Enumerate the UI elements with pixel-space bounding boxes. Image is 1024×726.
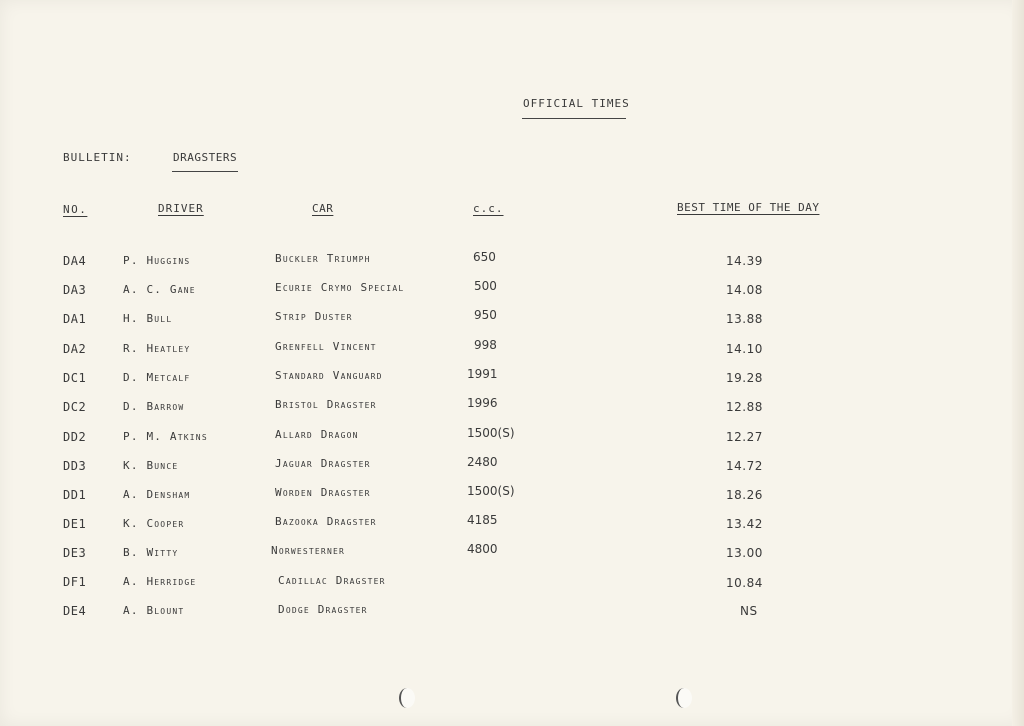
row-driver: K. Cooper	[123, 517, 185, 530]
row-driver: A. Densham	[123, 488, 191, 501]
row-number: DC1	[63, 371, 87, 385]
row-car: Worden Dragster	[275, 486, 371, 499]
row-cc: 1500(S)	[467, 484, 515, 498]
row-driver: R. Heatley	[123, 342, 191, 355]
row-car: Ecurie Crymo Special	[275, 281, 405, 294]
column-header-driver: DRIVER	[158, 202, 204, 215]
row-cc: 1991	[467, 367, 498, 381]
row-car: Buckler Triumph	[275, 252, 371, 265]
row-number: DE1	[63, 517, 87, 531]
row-best-time: 14.72	[726, 459, 763, 473]
row-cc: 650	[473, 250, 496, 264]
row-best-time: 14.39	[726, 254, 763, 268]
row-car: Grenfell Vincent	[275, 340, 377, 353]
document-title: OFFICIAL TIMES	[523, 97, 630, 110]
row-driver: P. Huggins	[123, 254, 191, 267]
bulletin-value: DRAGSTERS	[173, 151, 238, 164]
row-number: DD2	[63, 430, 87, 444]
row-number: DC2	[63, 400, 87, 414]
row-driver: K. Bunce	[123, 459, 179, 472]
row-driver: P. M. Atkins	[123, 430, 208, 443]
row-best-time: 10.84	[726, 576, 763, 590]
row-best-time: 18.26	[726, 488, 763, 502]
row-driver: D. Metcalf	[123, 371, 191, 384]
row-cc: 4185	[467, 513, 498, 527]
punch-hole	[676, 688, 692, 708]
row-car: Dodge Dragster	[278, 603, 368, 616]
row-number: DD3	[63, 459, 87, 473]
row-car: Norwesterner	[271, 544, 346, 557]
row-best-time: 14.08	[726, 283, 763, 297]
row-cc: 1996	[467, 396, 498, 410]
row-car: Bristol Dragster	[275, 398, 377, 411]
row-best-time: 12.27	[726, 430, 763, 444]
column-header-no: NO.	[63, 203, 88, 216]
row-driver: A. Blount	[123, 604, 185, 617]
row-best-time: NS	[740, 604, 758, 618]
row-best-time: 13.42	[726, 517, 763, 531]
row-cc: 4800	[467, 542, 498, 556]
row-driver: B. Witty	[123, 546, 179, 559]
row-cc: 500	[474, 279, 497, 293]
row-car: Cadillac Dragster	[278, 574, 386, 587]
bulletin-underline	[172, 171, 238, 172]
title-underline	[522, 118, 626, 119]
row-car: Bazooka Dragster	[275, 515, 377, 528]
row-cc: 998	[474, 338, 497, 352]
row-number: DD1	[63, 488, 87, 502]
row-car: Jaguar Dragster	[275, 457, 371, 470]
row-number: DF1	[63, 575, 87, 589]
page-edge	[1012, 0, 1024, 726]
row-car: Strip Duster	[275, 310, 353, 323]
column-header-cc: c.c.	[473, 202, 504, 215]
row-cc: 2480	[467, 455, 498, 469]
row-car: Standard Vanguard	[275, 369, 383, 382]
row-number: DE3	[63, 546, 87, 560]
row-number: DA3	[63, 283, 87, 297]
row-number: DA1	[63, 312, 87, 326]
column-header-best-time: BEST TIME OF THE DAY	[677, 201, 820, 214]
row-best-time: 19.28	[726, 371, 763, 385]
row-best-time: 13.00	[726, 546, 763, 560]
punch-hole	[399, 688, 415, 708]
row-driver: A. C. Gane	[123, 283, 196, 296]
row-driver: H. Bull	[123, 312, 173, 325]
row-cc: 1500(S)	[467, 426, 515, 440]
row-number: DA2	[63, 342, 87, 356]
column-header-car: CAR	[312, 202, 334, 215]
row-driver: A. Herridge	[123, 575, 197, 588]
row-cc: 950	[474, 308, 497, 322]
row-best-time: 12.88	[726, 400, 763, 414]
row-best-time: 14.10	[726, 342, 763, 356]
row-driver: D. Barrow	[123, 400, 185, 413]
row-car: Allard Dragon	[275, 428, 359, 441]
row-number: DE4	[63, 604, 87, 618]
row-number: DA4	[63, 254, 87, 268]
bulletin-label: BULLETIN:	[63, 151, 132, 164]
row-best-time: 13.88	[726, 312, 763, 326]
